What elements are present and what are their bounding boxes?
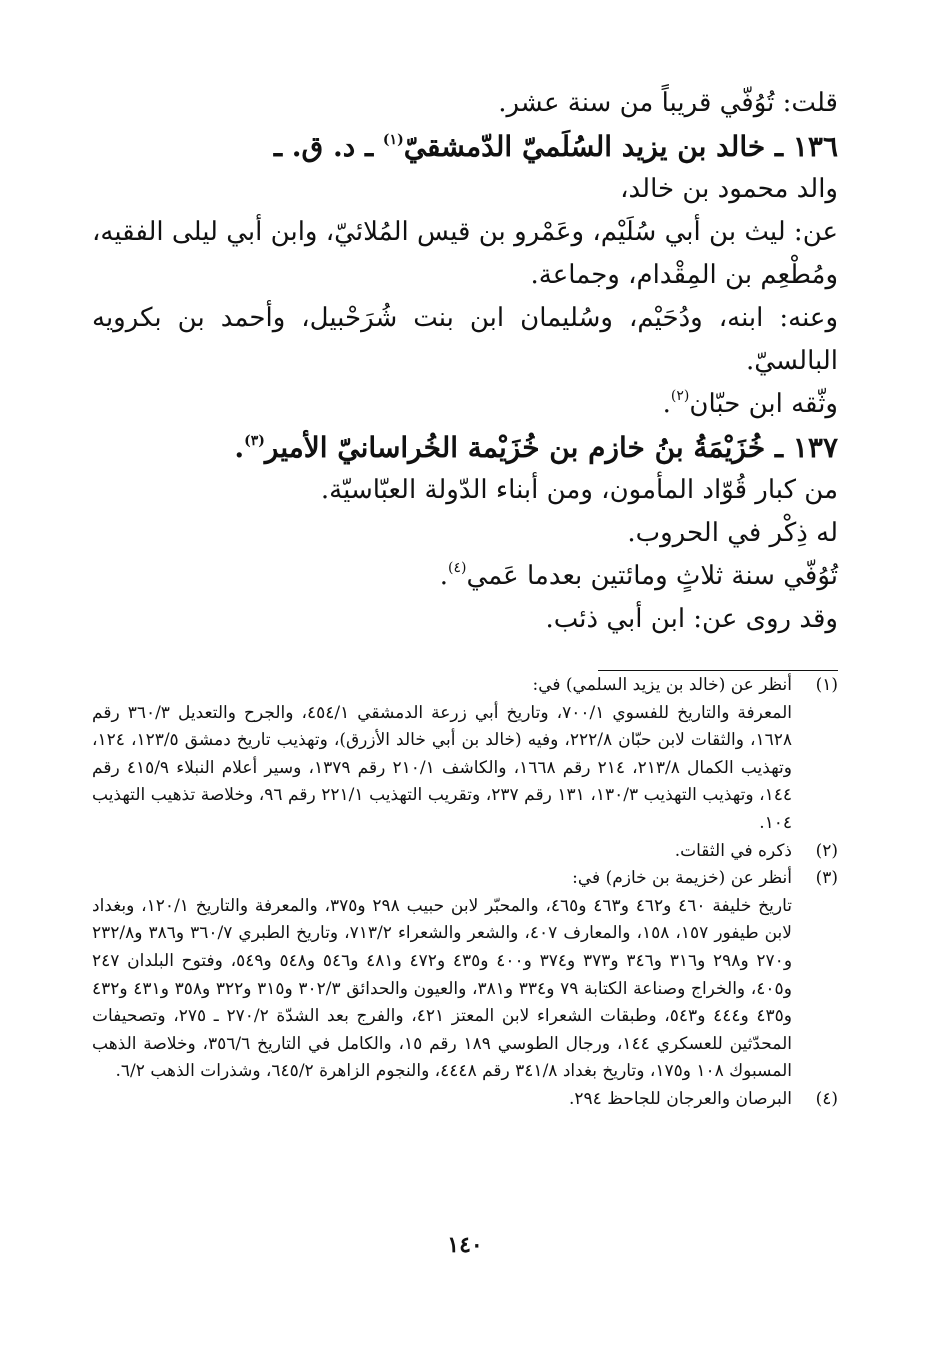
footnote-number: (٤) xyxy=(815,1088,838,1109)
footnote-4 xyxy=(92,1086,838,1114)
footnote-1 xyxy=(92,672,838,838)
footnote-3 xyxy=(92,865,838,1086)
entry-137-title: ١٣٧ ـ خُزَيْمَةُ بنُ خازم بن خُزَيْمة الخُراسانيّ الأمير$^{(٣)}$. xyxy=(234,431,838,464)
footnote-number: (٣) xyxy=(815,868,838,889)
text-line: من كبار قُوّاد المأمون، ومن أبناء الدّولة العبّاسيّة. xyxy=(320,475,838,505)
footnote-line: أنظر عن (خالد بن يزيد السلمي) في: xyxy=(532,675,792,695)
footnote-ref[interactable]: (١) xyxy=(382,132,404,148)
text-line: قلت: تُوُفّي قريباً من سنة عشر. xyxy=(498,88,838,118)
footnote-ref[interactable]: (٤) xyxy=(448,560,467,576)
text-paragraph: وعنه: ابنه، ودُحَيْم، وسُليمان ابن بنت شُرَحْبيل، وأحمد بن بكرويه البالسيّ. xyxy=(92,303,838,376)
footnote-line: البرصان والعرجان للجاحظ ٢٩٤. xyxy=(568,1088,792,1109)
text-line: وقد روى عن: ابن أبي ذئب. xyxy=(545,604,838,634)
footnote-line: أنظر عن (خزيمة بن خازم) في: xyxy=(572,868,792,889)
footnote-number: (٢) xyxy=(815,840,838,861)
page-number: ١٤٠ xyxy=(447,1232,483,1258)
footnote-2 xyxy=(92,838,838,866)
footnote-number: (١) xyxy=(815,675,838,695)
footnote-divider xyxy=(598,670,838,671)
footnotes xyxy=(92,672,838,1114)
footnote-ref[interactable]: (٢) xyxy=(670,388,690,404)
text-line: تُوُفّي سنة ثلاثٍ ومائتين بعدما عَمي$^{(٤)}$. xyxy=(439,560,838,591)
entry-136-title: ١٣٦ ـ خالد بن يزيد السُلَميّ الدّمشقيّ$^{(١)}$ ـ د. ق. ـ xyxy=(273,130,838,163)
footnote-line: ذكره في الثقات. xyxy=(674,840,792,861)
footnote-line: المعرفة والتاريخ للفسوي ٧٠٠/١، وتاريخ أبي زرعة الدمشقي ٤٥٤/١، والجرح والتعديل ٣٦٠/٣ رقم ١٦٢٨، والثقات لابن حبّان ٢٢٢/٨، وفيه (خالد بن أبي خالد الأزرق)، وتهذيب تاريخ دمشق ١٢٣/٥، ١٢٤، وتهذيب الكمال ٢١٣/٨، ٢١٤ رقم ١٦٦٨، والكاشف ٢١٠/١ رقم ١٣٧٩، وسير أعلام النبلاء ٤١٥/٩ رقم ١٤٤، وتهذيب التهذيب ١٣٠/٣، ١٣١ رقم ٢٣٧، وتقريب التهذيب ٢٢١/١ رقم ٩٦، وخلاصة تذهيب التهذيب ١٠٤. xyxy=(92,702,792,833)
footnote-line: تاريخ خليفة ٤٦٠ و٤٦٢ و٤٦٣ و٤٦٥، والمحبّر لابن حبيب ٢٩٨ و٣٧٥، والمعرفة والتاريخ ١٢٠/١، وبغداد لابن طيفور ١٥٧، ١٥٨، والمعارف ٤٠٧، والشعر والشعراء ٧١٣/٢، وتاريخ الطبري ٣٦٠/٧ و٣٨٦ و٢٣٢/٨ و٢٧٠ و٢٩٨ و٣١٦ و٣٤٦ و٣٧٣ و٣٧٤ و٤٠٠ و٤٣٥ و٤٧٢ و٤٨١ و٥٤٦ و٥٤٨ و٥٤٩، وفتوح البلدان ٢٤٧ و٤٠٥، والخراج وصناعة الكتابة ٧٩ و٣٣٤ و٣٨١، والعيون والحدائق ٣٠٢/٣ و٣١٥ و٣٢٢ و٣٥٨ و٤٣١ و٤٣٢ و٤٣٥ و٤٤٤ و٥٤٣، وطبقات الشعراء لابن المعتز ٤٢١، والفرج بعد الشدّة ٢٧٠/٢ ـ ٢٧٥، وتصحيفات المحدّثين للعسكري ١٤٤، ورجال الطوسي ١٨٩ رقم ١٥، والكامل في التاريخ ٣٥٦/٦، وخلاصة الذهب المسبوك ١٠٨ و١٧٥، وتاريخ بغداد ٣٤١/٨ رقم ٤٤٤٨، والنجوم الزاهرة ٦٤٥/٢، وشذرات الذهب ٦/٢. xyxy=(92,895,793,1082)
text-line: والد محمود بن خالد، xyxy=(620,174,838,204)
footnote-ref[interactable]: (٣) xyxy=(244,433,265,449)
text-paragraph: عن: ليث بن أبي سُلَيْم، وعَمْرو بن قيس المُلائيّ، وابن أبي ليلى الفقيه، ومُطْعِم بن المِقْدام، وجماعة. xyxy=(92,217,838,290)
text-line: وثّقه ابن حبّان$^{(٢)}$. xyxy=(662,388,838,419)
main-text xyxy=(92,82,838,641)
text-line: له ذِكْر في الحروب. xyxy=(627,518,838,548)
